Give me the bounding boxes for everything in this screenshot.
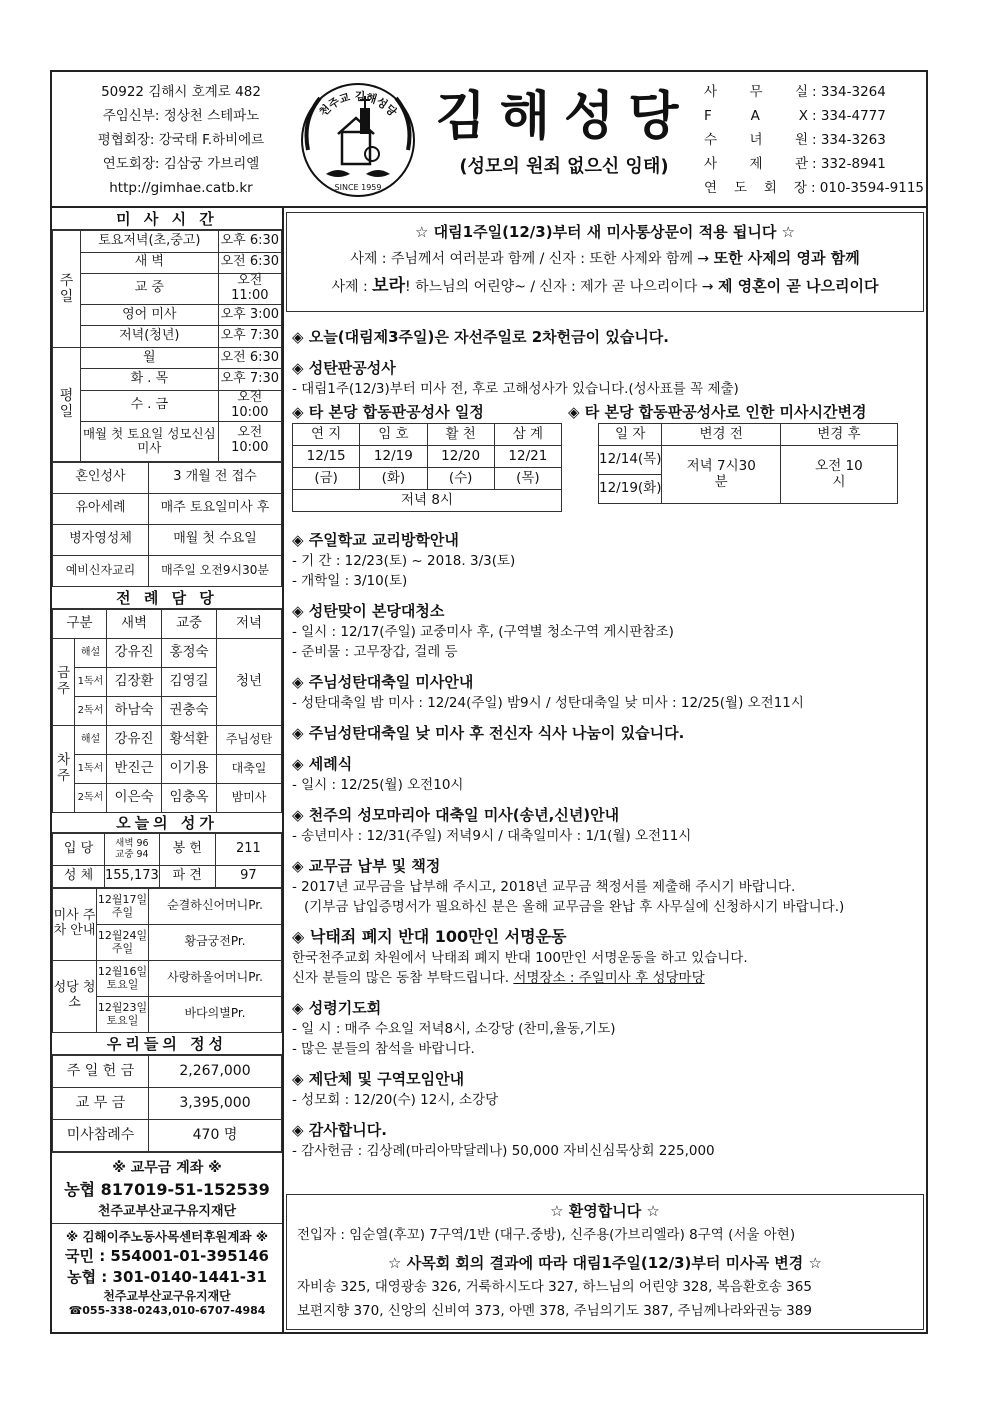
- duty-person: 황석환: [162, 725, 217, 754]
- duty-person: 강유진: [107, 638, 162, 667]
- notice-line-1: 사제 : 주님께서 여러분과 함께 / 신자 : 또한 사제와 함께 → 또한 사제의 영과 함께: [350, 249, 860, 267]
- migrant-account-kb: 국민 : 554001-01-395146: [65, 1246, 269, 1265]
- confession-date: 12/19: [360, 446, 427, 468]
- announcement-heading: ◈ 타 본당 합동판공성사로 인한 미사시간변경: [568, 403, 867, 421]
- duty-person: 이기용: [162, 754, 217, 783]
- confession-date: 12/15: [293, 446, 360, 468]
- mass-name: 수 . 금: [81, 390, 219, 421]
- duty-role: 2독서: [75, 783, 107, 812]
- migrant-account-phone: ☎055-338-0243,010-6707-4984: [68, 1303, 266, 1317]
- confession-day: (수): [427, 468, 494, 490]
- duty-person: 김장환: [107, 667, 162, 696]
- tithe-account-number: 농협 817019-51-152539: [64, 1179, 270, 1199]
- duty-person: 임충옥: [162, 783, 217, 812]
- mass-time: 오전 6:30: [218, 347, 281, 369]
- announcement-heading: ◈ 세례식: [292, 755, 353, 773]
- announcement-body: - 일시 : 12/17(주일) 교중미사 후, (구역별 청소구역 게시판참조): [292, 624, 674, 640]
- announcement-heading: ◈ 타 본당 합동판공성사 일정: [292, 403, 484, 421]
- hymn-value: 새벽 96: [115, 838, 149, 850]
- parish-col: 임 호: [360, 424, 427, 446]
- announcement-body: - 2017년 교무금을 납부해 주시고, 2018년 교무금 책정서를 제출해 주시기 바랍니다.: [292, 879, 796, 895]
- welcome-title: ☆ 환영합니다 ☆: [550, 1202, 660, 1220]
- hymn-value: 211: [215, 833, 281, 865]
- announcement-body: - 감사헌금 : 김상례(마리아막달레나) 50,000 자비신심묵상회 225,000: [292, 1143, 715, 1159]
- welcome-box: [286, 1194, 924, 1330]
- new-missal-notice: [286, 212, 924, 312]
- mass-time: 오전 11:00: [218, 274, 281, 305]
- col-header: 구분: [53, 609, 107, 638]
- announcement-body: - 준비물 : 고무장갑, 걸레 등: [292, 644, 458, 660]
- mass-time: 오후 3:00: [218, 304, 281, 326]
- change-after: 오전 10시: [780, 446, 897, 504]
- parish-col: 삼 계: [494, 424, 561, 446]
- hymn-label: 파 견: [159, 865, 215, 887]
- volunteer-table: [52, 888, 282, 1033]
- contact-rectory: 사 제 관 : 332-8941: [704, 156, 886, 172]
- announcement-heading: ◈ 천주의 성모마리아 대축일 미사(송년,신년)안내: [292, 806, 620, 824]
- sacrament-name: 혼인성사: [53, 462, 149, 493]
- mass-name: 새 벽: [81, 252, 219, 274]
- mass-name: 토요저녁(초,중고): [81, 231, 219, 253]
- notice-line-2: 사제 : 보라! 하느님의 어린양~ / 신자 : 제가 곧 나으리이다 → 제 영혼이 곧 나으리이다: [331, 276, 879, 296]
- announcement-heading: ◈ 주님성탄대축일 미사안내: [292, 673, 474, 691]
- offering-title: 우리들의 정성: [52, 1033, 282, 1055]
- mass-time: 오후 7:30: [218, 369, 281, 391]
- offering-value: 3,395,000: [149, 1087, 282, 1119]
- announcement-heading: ◈ 감사합니다.: [292, 1121, 387, 1139]
- hymn-change-title: ☆ 사목회 회의 결과에 따라 대림1주일(12/3)부터 미사곡 변경 ☆: [388, 1254, 822, 1272]
- contact-fax: F A X : 334-4777: [704, 108, 886, 124]
- duty-role: 2독서: [75, 696, 107, 725]
- duty-role: 1독서: [75, 754, 107, 783]
- parking-guide-label: 미사 주차 안내: [53, 888, 97, 960]
- announcement-heading: ◈ 교무금 납부 및 책정: [292, 857, 441, 875]
- announcement-body: - 성모회 : 12/20(수) 12시, 소강당: [292, 1092, 499, 1108]
- contact-list: [704, 80, 924, 200]
- sacrament-name: 병자영성체: [53, 524, 149, 555]
- migrant-center-account: [52, 1223, 282, 1320]
- sacrament-value: 매주 토요일미사 후: [149, 493, 282, 524]
- confession-date: 12/20: [427, 446, 494, 468]
- council-president: 평협회장: 강국태 F.하비에르: [97, 132, 265, 148]
- migrant-account-owner: 천주교부산교구유지재단: [103, 1288, 231, 1303]
- sacrament-name: 유아세례: [53, 493, 149, 524]
- mass-time: 오전 6:30: [218, 252, 281, 274]
- guide-group: 순결하신어머니Pr.: [149, 888, 282, 924]
- announcement-body: - 기 간 : 12/23(토) ~ 2018. 3/3(토): [292, 553, 516, 569]
- clean-date: 12월23일 토요일: [97, 996, 149, 1032]
- sunday-label: 주일: [53, 231, 81, 348]
- confession-day: (목): [494, 468, 561, 490]
- offering-label: 미사참례수: [53, 1119, 149, 1151]
- hymn-change-body: 자비송 325, 대영광송 326, 거룩하시도다 327, 하느님의 어린양 328, 복음환호송 365: [297, 1279, 812, 1295]
- hymn-value: 교중 94: [115, 849, 149, 861]
- sacrament-value: 매주일 오전9시30분: [149, 555, 282, 586]
- duty-person: 하남숙: [107, 696, 162, 725]
- confession-day: (금): [293, 468, 360, 490]
- announcement-body: - 개학일 : 3/10(토): [292, 573, 408, 589]
- this-week-label: 금주: [53, 638, 75, 725]
- offering-value: 2,267,000: [149, 1055, 282, 1087]
- migrant-account-title: ※ 김해이주노동사목센터후원계좌 ※: [65, 1228, 269, 1244]
- change-date: 12/14(목): [599, 446, 662, 475]
- guide-date: 12월24일 주일: [97, 924, 149, 960]
- duty-evening: 밤미사: [217, 783, 282, 812]
- announcement-heading: ◈ 주님성탄대축일 낮 미사 후 전신자 식사 나눔이 있습니다.: [292, 724, 685, 742]
- hymn-label: 입 당: [53, 833, 105, 865]
- hymn-table: [52, 833, 282, 888]
- welcome-body: 전입자 : 임순열(후꼬) 7구역/1반 (대구.중방), 신주용(가브리엘라) 8구역 (서울 아현): [297, 1227, 796, 1243]
- col-header: 저녁: [217, 609, 282, 638]
- duty-person: 권충숙: [162, 696, 217, 725]
- duty-role: 해설: [75, 638, 107, 667]
- announcement-body: - 성탄대축일 밤 미사 : 12/24(주일) 밤9시 / 성탄대축일 낮 미사 : 12/25(월) 오전11시: [292, 695, 804, 711]
- parish-col: 활 천: [427, 424, 494, 446]
- confession-tables: [292, 399, 922, 529]
- guide-date: 12월17일 주일: [97, 888, 149, 924]
- confession-time: 저녁 8시: [293, 490, 562, 512]
- sacrament-value: 매월 첫 수요일: [149, 524, 282, 555]
- mass-time: 오전 10:00: [218, 390, 281, 421]
- hymn-value: 97: [215, 865, 281, 887]
- change-before: 저녁 7시30분: [662, 446, 780, 504]
- announcement-heading: ◈ 성탄맞이 본당대청소: [292, 602, 445, 620]
- announcement-heading: ◈ 주일학교 교리방학안내: [292, 531, 459, 549]
- announcement-heading: ◈ 성령기도회: [292, 999, 382, 1017]
- contact-office: 사 무 실 : 334-3264: [704, 84, 886, 100]
- parish-info: [66, 80, 296, 200]
- duty-person: 김영길: [162, 667, 217, 696]
- hymn-entrance-values: [105, 833, 160, 865]
- logo-arc-text: 천주교 김해성당: [316, 89, 400, 119]
- clean-date: 12월16일 토요일: [97, 960, 149, 996]
- contact-prayer-president: 연 도 회 장 : 010-3594-9115: [704, 180, 924, 196]
- change-col: 변경 후: [780, 424, 897, 446]
- mass-time: 오후 7:30: [218, 326, 281, 348]
- change-date: 12/19(화): [599, 475, 662, 504]
- website-link[interactable]: http://gimhae.catb.kr: [109, 180, 253, 196]
- contact-convent: 수 녀 원 : 334-3263: [704, 132, 886, 148]
- bulletin-header: [52, 72, 926, 208]
- liturgy-duty-title: 전 례 담 당: [52, 587, 282, 609]
- announcement-body: 한국천주교회 차원에서 낙태죄 폐지 반대 100만인 서명운동을 하고 있습니다.: [292, 950, 748, 966]
- pastor: 주임신부: 정상천 스테파노: [102, 108, 260, 124]
- offering-table: [52, 1055, 282, 1152]
- duty-person: 반진근: [107, 754, 162, 783]
- parish-logo-icon: [298, 80, 418, 200]
- mass-name: 영어 미사: [81, 304, 219, 326]
- announcement-body: - 일 시 : 매주 수요일 저녁8시, 소강당 (찬미,율동,기도): [292, 1021, 616, 1037]
- hymn-label: 봉 헌: [159, 833, 215, 865]
- duty-evening: 청년: [217, 638, 282, 725]
- sacrament-name: 예비신자교리: [53, 555, 149, 586]
- offering-label: 주 일 헌 금: [53, 1055, 149, 1087]
- weekday-label: 평일: [53, 347, 81, 461]
- liturgy-duty-table: [52, 609, 282, 813]
- tithe-account-owner: 천주교부산교구유지재단: [97, 1203, 237, 1219]
- offering-value: 470 명: [149, 1119, 282, 1151]
- change-col: 변경 전: [662, 424, 780, 446]
- announcements: [292, 326, 922, 1161]
- announcement-heading: ◈ 오늘(대림제3주일)은 자선주일로 2차헌금이 있습니다.: [292, 328, 669, 346]
- cleaning-label: 성당 청소: [53, 960, 97, 1032]
- confession-day: (화): [360, 468, 427, 490]
- mass-schedule-title: 미 사 시 간: [52, 208, 282, 230]
- hymn-value: 155,173: [105, 865, 160, 887]
- bulletin-frame: [50, 70, 928, 1334]
- col-header: 새벽: [107, 609, 162, 638]
- right-column: [284, 208, 926, 1332]
- mass-name: 월: [81, 347, 219, 369]
- mass-name: 교 중: [81, 274, 219, 305]
- announcement-body: 신자 분들의 많은 동참 부탁드립니다. 서명장소 : 주일미사 후 성당마당: [292, 970, 705, 986]
- guide-group: 황금궁전Pr.: [149, 924, 282, 960]
- duty-person: 홍정숙: [162, 638, 217, 667]
- announcement-body: - 일시 : 12/25(월) 오전10시: [292, 777, 464, 793]
- announcement-body: - 대림1주(12/3)부터 미사 전, 후로 고해성사가 있습니다.(성사표를 꼭 제출): [292, 381, 739, 397]
- announcement-heading: ◈ 성탄판공성사: [292, 359, 396, 377]
- announcement-body: (기부금 납입증명서가 필요하신 분은 올해 교무금을 완납 후 사무실에 신청하시기 바랍니다.): [304, 899, 845, 915]
- announcement-heading: ◈ 제단체 및 구역모임안내: [292, 1070, 465, 1088]
- mass-time: 오후 6:30: [218, 231, 281, 253]
- duty-role: 해설: [75, 725, 107, 754]
- parish-subtitle: (성모의 원죄 없으신 잉태): [459, 156, 669, 177]
- joint-confession-table: [292, 423, 562, 512]
- col-header: 교중: [162, 609, 217, 638]
- sacraments-table: [52, 462, 282, 587]
- parish-title: 김해성당: [435, 86, 693, 147]
- mass-name: 화 . 목: [81, 369, 219, 391]
- mass-schedule-table: [52, 230, 282, 462]
- mass-time-change-table: [598, 423, 898, 504]
- next-week-label: 차주: [53, 725, 75, 812]
- sacrament-value: 3 개월 전 접수: [149, 462, 282, 493]
- announcement-body: - 많은 분들의 참석을 바랍니다.: [292, 1041, 475, 1057]
- announcement-heading: ◈ 낙태죄 폐지 반대 100만인 서명운동: [292, 927, 567, 946]
- tithe-account-title: ※ 교무금 계좌 ※: [112, 1159, 222, 1176]
- clean-group: 바다의별Pr.: [149, 996, 282, 1032]
- hymn-title: 오늘의 성가: [52, 813, 282, 833]
- notice-title: ☆ 대림1주일(12/3)부터 새 미사통상문이 적용 됩니다 ☆: [415, 223, 795, 241]
- parish-col: 연 지: [293, 424, 360, 446]
- duty-person: 강유진: [107, 725, 162, 754]
- duty-evening: 대축일: [217, 754, 282, 783]
- clean-group: 사랑하올어머니Pr.: [149, 960, 282, 996]
- hymn-change-body: 보편지향 370, 신앙의 신비여 373, 아멘 378, 주님의기도 387, 주님께나라와권능 389: [297, 1303, 812, 1319]
- duty-person: 이은숙: [107, 783, 162, 812]
- migrant-account-nh: 농협 : 301-0140-1441-31: [67, 1267, 267, 1286]
- confession-date: 12/21: [494, 446, 561, 468]
- announcement-body: - 송년미사 : 12/31(주일) 저녁9시 / 대축일미사 : 1/1(월) 오전11시: [292, 828, 692, 844]
- offering-label: 교 무 금: [53, 1087, 149, 1119]
- left-column: [52, 208, 284, 1332]
- mass-name: 저녁(청년): [81, 326, 219, 348]
- mass-time: 오전 10:00: [218, 421, 281, 461]
- tithe-account: [52, 1152, 282, 1223]
- mass-name: 매월 첫 토요일 성모신심미사: [81, 421, 219, 461]
- hymn-label: 성 체: [53, 865, 105, 887]
- duty-role: 1독서: [75, 667, 107, 696]
- change-col: 일 자: [599, 424, 662, 446]
- duty-evening: 주님성탄: [217, 725, 282, 754]
- prayer-president: 연도회장: 김삼궁 가브리엘: [102, 156, 260, 172]
- logo-since-text: SINCE 1959: [334, 183, 382, 192]
- address: 50922 김해시 호계로 482: [101, 84, 261, 100]
